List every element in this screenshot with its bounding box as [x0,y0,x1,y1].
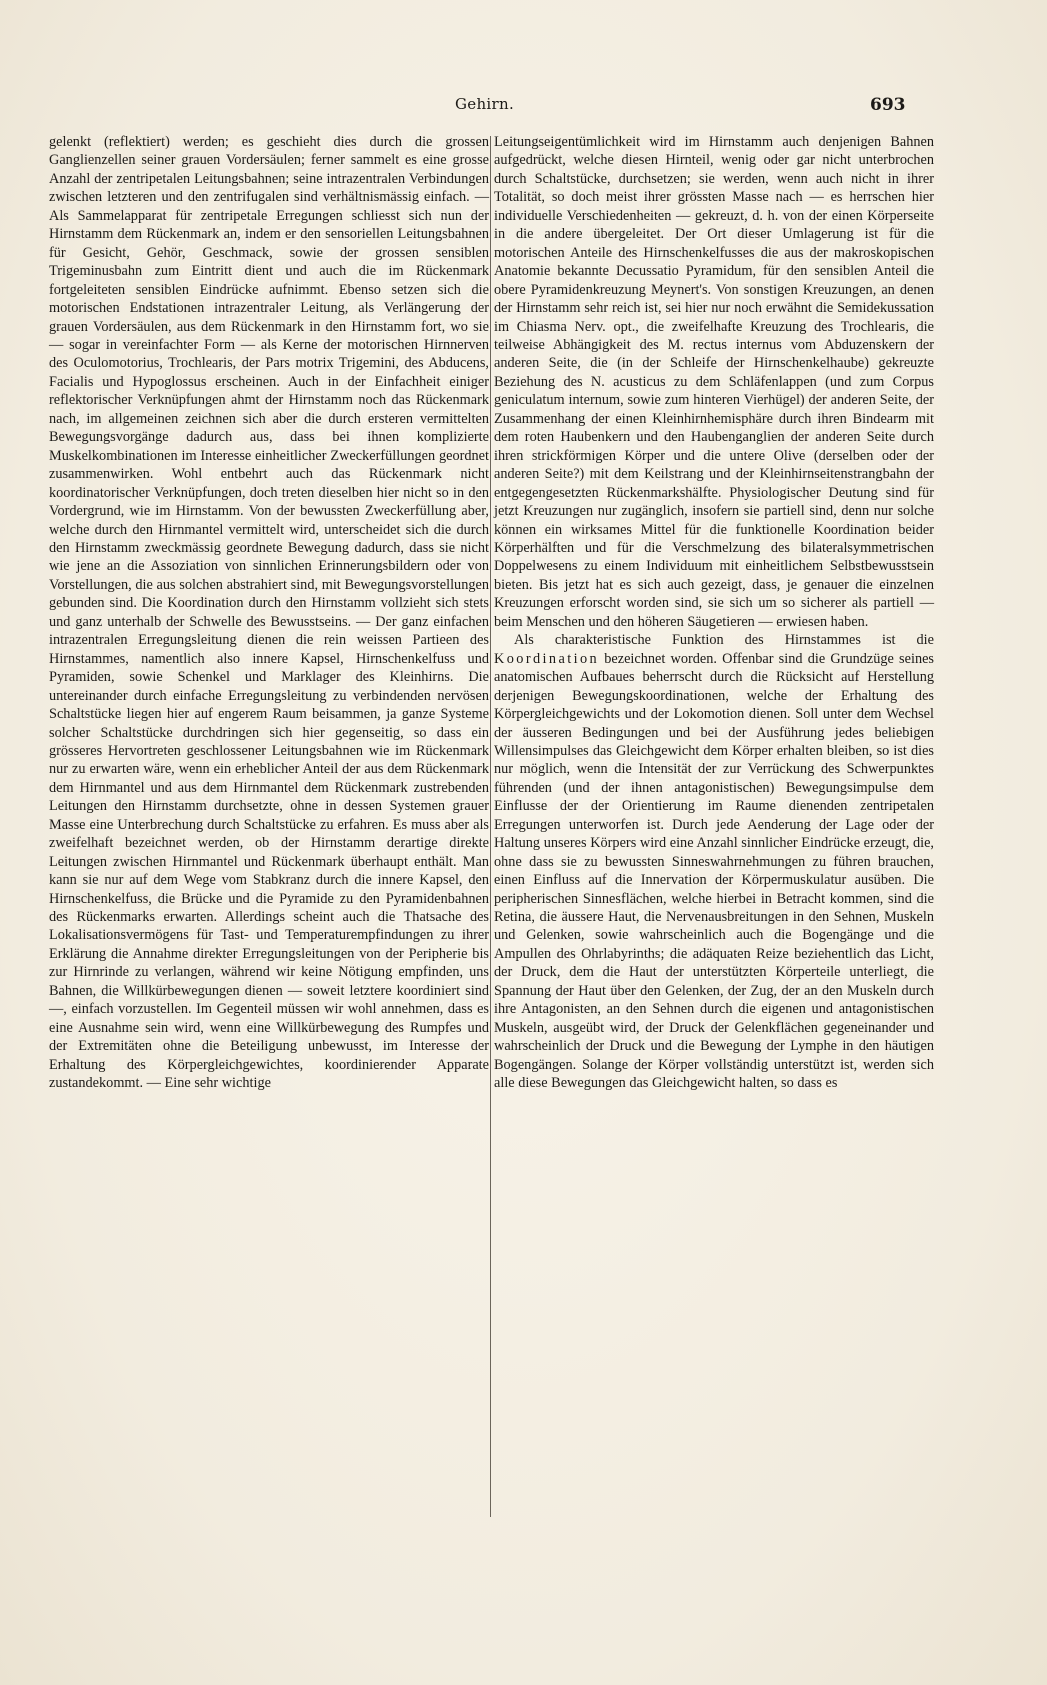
left-paragraph-1: gelenkt (reflektiert) werden; es geschieht dies durch die grossen Ganglienzellen seiner grauen Vordersäulen; ferner sammelt es eine grosse Anzahl der zentripetalen Leitungsbahnen; seine intrazentralen Verbindungen zwischen letzteren und den zentrifugalen sind verhältnismässig einfach. — Als Sammelapparat für zentripetale Erregungen schliesst sich nun der Hirnstamm dem Rückenmark an, indem er den sensoriellen Leitungsbahnen für Gesicht, Gehör, Geschmack, sowie der grossen sensiblen Trigeminusbahn zum Eintritt dient und auch die im Rückenmark fortgeleiteten sensiblen Eindrücke aufnimmt. Ebenso setzen sich die motorischen Endstationen intrazentraler Leitung, als Verlängerung der grauen Vordersäulen, aus dem Rückenmark in den Hirnstamm fort, wo sie — sogar in vereinfachter Form — als Kerne der motorischen Hirnnerven des Oculomotorius, Trochlearis, der Pars motrix Trigemini, des Abducens, Facialis und Hypoglossus erscheinen. Auch in der Einfachheit einiger reflektorischer Verknüpfungen ahmt der Hirnstamm noch das Rückenmark nach, im allgemeinen zeichnen sich aber die durch ersteren vermittelten Bewegungsvorgänge dadurch aus, dass bei ihnen komplizierte Muskelkombinationen im Interesse einheitlicher Zweckerfüllungen geordnet zusammenwirken. Wohl entbehrt auch das Rückenmark nicht koordinatorischer Verknüpfungen, doch treten dieselben hier nicht so in den Vordergrund, wie im Hirnstamm. Von der bewussten Zweckerfüllung aber, welche durch den Hirnmantel vermittelt wird, unterscheidet sich die durch den Hirnstamm zweckmässig geordnete Bewegung dadurch, dass sie nicht wie jene an die Assoziation von sinnlichen Erinnerungsbildern oder von Vorstellungen, die aus solchen abstrahiert sind, mit Bewegungsvorstellungen gebunden sind. Die Koordination durch den Hirnstamm vollzieht sich stets und ganz unterhalb der Schwelle des Bewusstseins. — Der ganz einfachen intrazentralen Erregungsleitung dienen die rein weissen Partieen des Hirnstammes, namentlich also innere Kapsel, Hirnschenkelfuss und Pyramiden, sowie Schenkel und Marklager des Kleinhirns. Die untereinander durch einfache Erregungsleitung zu verbindenden nervösen Schaltstücke liegen hier auf engerem Raum beisammen, ja ganze Systeme solcher Schaltstücke durchdringen sich hier gegenseitig, so dass ein grösseres Hervortreten geschlossener Leitungsbahnen wie im Rückenmark nur zu erwarten wäre, wenn ein erheblicher Anteil der aus dem Rückenmark dem Hirnmantel und aus dem Hirnmantel dem Rückenmark zustrebenden Leitungen den Hirnstamm durchsetzte, ohne in dessen Systemen grauer Masse eine Unterbrechung durch Schaltstücke zu erfahren. Es muss aber als zweifelhaft bezeichnet werden, ob der Hirnstamm derartige direkte Leitungen zwischen Hirnmantel und Rückenmark überhaupt enthält. Man kann sie nur auf dem Wege vom Stabkranz durch die innere Kapsel, den Hirnschenkelfuss, die Brücke und die Pyramide zu den Pyramidenbahnen des Rückenmarks erwarten. Allerdings scheint auch die Thatsache des Lokalisationsvermögens für Tast- und Temperaturempfindungen zu ihrer Erklärung die Annahme direkter Erregungsleitungen von der Peripherie bis zur Hirnrinde zu verlangen, während wir keine Nötigung empfinden, uns Bahnen, die Willkürbewegungen dienen — soweit letztere koordiniert sind —, einfach vorzustellen. Im Gegenteil müssen wir wohl annehmen, dass es eine Ausnahme sein wird, wenn eine Willkürbewegung des Rumpfes und der Extremitäten ohne die Beteiligung unbewusst, im Interesse der Erhaltung des Körpergleichgewichtes, koordinierender Apparate zustandekommt. — Eine sehr wichtige [49,134,489,1092]
right-column [494,133,934,1093]
emphasized-term-koordination: Koordination [494,650,600,667]
page-number: 693 [870,95,906,115]
right-paragraph-1: Leitungseigentümlichkeit wird im Hirnstamm auch denjenigen Bahnen aufgedrückt, welche diesen Hirnteil, wenig oder gar nicht unterbrochen durch Schaltstücke, durchsetzen; sie werden, wenn auch nicht in ihrer Totalität, so doch meist ihrer grössten Masse nach — es herrschen hier individuelle Verschiedenheiten — gekreuzt, d. h. von der einen Körperseite in die andere übergeleitet. Der Ort dieser Umlagerung ist für die motorischen Anteile des Hirnschenkelfusses die aus der makroskopischen Anatomie bekannte Decussatio Pyramidum, für den sensiblen Anteil die obere Pyramidenkreuzung Meynert's. Von sonstigen Kreuzungen, an denen der Hirnstamm sehr reich ist, sei hier nur noch erwähnt die Semidekussation im Chiasma Nerv. opt., die zweifelhafte Kreuzung des Trochlearis, die teilweise Abhängigkeit des M. rectus internus vom Abduzenskern der anderen Seite, die (in der Schleife der Hirnschenkelhaube) gekreuzte Beziehung des N. acusticus zu dem Schläfenlappen (und zum Corpus geniculatum internum, sowie zum hinteren Vierhügel) der anderen Seite, der Zusammenhang der einen Kleinhirnhemisphäre durch ihren Bindearm mit dem roten Haubenkern und den Haubenganglien der anderen Seite durch ihren strickförmigen Körper und die untere Olive (derselben oder der anderen Seite?) mit dem Keilstrang und der Kleinhirnseitenstrangbahn der entgegengesetzten Rückenmarkshälfte. Physiologischer Deutung sind für jetzt Kreuzungen nur zugänglich, insofern sie partiell sind, denn nur solche können ein wirksames Mittel für die funktionelle Koordination beider Körperhälften und für die Verschmelzung des bilateralsymmetrischen Doppelwesens zu einem Individuum mit einheitlichem Selbstbewusstsein bieten. Bis jetzt hat es sich auch gezeigt, dass, je genauer die einzelnen Kreuzungen erforscht worden sind, sie sich um so sicherer als partiell — beim Menschen und den höheren Säugetieren — erwiesen haben. [494,134,934,630]
right-paragraph-2 [494,631,934,1092]
running-head [0,95,1047,121]
right-paragraph-2-rest: bezeichnet worden. Offenbar sind die Grundzüge seines anatomischen Aufbaues beherrscht durch die Rücksicht auf Herstellung derjenigen Bewegungskoordinationen, welche der Erhaltung des Körpergleichgewichts und der Lokomotion dienen. Soll unter dem Wechsel der äusseren Bedingungen und bei der Ausführung jedes beliebigen Willensimpulses das Gleichgewicht dem Körper erhalten bleiben, so ist dies nur möglich, wenn die Intensität der zur Verrückung des Schwerpunktes führenden (und der ihnen antagonistischen) Bewegungsimpulse dem Einflusse der der Orientierung im Raume dienenden zentripetalen Erregungen unterworfen ist. Durch jede Aenderung der Lage oder der Haltung unseres Körpers wird eine Anzahl sinnlicher Eindrücke erzeugt, die, ohne dass sie zu bewussten Sinneswahrnehmungen zu führen brauchen, einen Einfluss auf die Innervation der Körpermuskulatur ausüben. Die peripherischen Sinnesflächen, welche hierbei in Betracht kommen, sind die Retina, die äussere Haut, die Nervenausbreitungen in den Sehnen, Muskeln und Gelenken, sowie wahrscheinlich auch die Bogengänge und die Ampullen des Ohrlabyrinths; die adäquaten Reize beziehentlich das Licht, der Druck, dem die Haut der unterstützten Körperteile unterliegt, die Spannung der Haut über den Gelenken, der Zug, der an den Muskeln durch ihre Antagonisten, an den Sehnen durch die eigenen und antagonistischen Muskeln, ausgeübt wird, der Druck der Gelenkflächen gegeneinander und wahrscheinlich der Druck und die Bewegung der Lymphe in den häutigen Bogengängen. Solange der Körper vollständig unterstützt ist, werden sich alle diese Bewegungen das Gleichgewicht halten, so dass es [494,650,934,1092]
running-head-title: Gehirn. [455,95,515,113]
left-column [49,133,489,1093]
column-divider [490,136,491,1517]
right-paragraph-2-lead: Als charakteristische Funktion des Hirnstammes ist die [514,632,934,649]
